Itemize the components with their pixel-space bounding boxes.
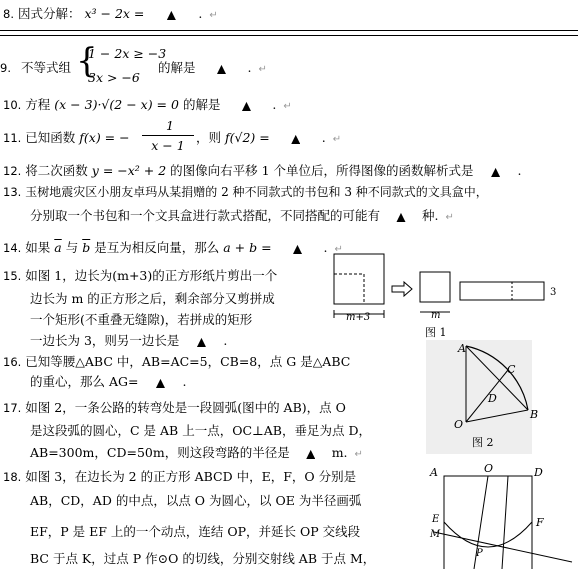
question-17 [3,398,346,416]
question-number: 15. [3,269,22,283]
figure-1 [328,248,578,340]
question-text: 与 [65,240,79,255]
answer-blank: ▲ [242,99,251,112]
answer-blank: ▲ [156,376,165,389]
rectangle [460,282,544,300]
question-14 [3,238,343,256]
square-abcd [444,476,532,569]
page-break-line [0,30,578,31]
question-16-line-2 [30,372,186,390]
answer-blank: ▲ [197,335,206,348]
question-text: 是这段弧的圆心，C 是 AB 上一点，OC⊥AB，垂足为点 D， [30,423,371,438]
answer-blank: ▲ [167,8,176,21]
math-expression: x³ − 2x = [84,6,145,21]
question-text: AB=300m，CD=50m，则这段弯路的半径是 [30,445,290,460]
question-9-tail [158,58,267,76]
question-text: 方程 [25,97,51,112]
label-d: D [488,392,497,405]
question-text: ，则 [196,130,222,145]
question-11 [3,128,130,146]
math-expression: f(√2) = [225,130,270,145]
question-text: 将二次函数 [25,163,88,178]
end-mark: . [321,130,326,145]
question-text: 如图 1，边长为(m+3)的正方形纸片剪出一个 [25,268,278,283]
label-m: M [430,529,441,540]
fraction-denominator: x − 1 [151,138,185,153]
question-text: 玉树地震灾区小朋友卓玛从某捐赠的 2 种不同款式的书包和 3 种不同款式的文具盒中， [25,185,488,199]
question-text: 分别取一个书包和一个文具盒进行款式搭配，不同搭配的可能有 [30,208,381,223]
label-p: P [476,548,483,559]
question-text: 不等式组 [20,60,71,75]
label-f: F [536,516,544,529]
question-13 [3,183,488,200]
question-text: 已知函数 [25,130,76,145]
label-c: C [507,363,516,376]
label-m-plus-3: m+3 [346,312,371,323]
answer-blank: ▲ [396,210,406,223]
question-text: AB，CD，AD 的中点，以点 O 为圆心，以 OE 为半径画弧 [30,493,362,508]
question-10 [3,95,292,113]
question-9 [0,58,71,76]
question-text: 已知等腰△ABC 中，AB=AC=5，CB=8，点 G 是△ABC [25,354,351,369]
end-mark: . [323,240,328,255]
question-11-tail [196,128,341,146]
question-text: 一边长为 3，则另一边长是 [30,333,180,348]
question-text: 如图 3，在边长为 2 的正方形 ABCD 中，E，F，O 分别是 [25,469,357,484]
question-text: 是互为相反向量，那么 [94,240,220,255]
question-text: 的图像向右平移 1 个单位后，所得图像的函数解析式是 [170,163,474,178]
small-square [420,272,450,302]
question-number: 9. [0,61,11,75]
question-number: 13. [3,185,22,199]
question-number: 12. [3,164,22,178]
math-expression: a + b = [223,240,272,255]
label-a: A [430,466,438,479]
question-8 [3,4,218,22]
figure-caption: 图 2 [472,436,494,449]
answer-blank: ▲ [217,62,226,75]
inequality-2: 3x > −6 [88,70,140,85]
answer-blank: ▲ [306,447,315,460]
question-text: 一个矩形(不重叠无缝隙)，若拼成的矩形 [30,312,253,327]
question-text: 边长为 m 的正方形之后，剩余部分又剪拼成 [30,291,275,306]
paragraph-mark: ↵ [445,212,454,223]
question-text: 的重心，那么 AG= [30,374,139,389]
question-number: 8. [3,7,14,21]
question-18 [3,467,356,485]
question-text: 如果 [25,240,51,255]
question-text: 的解是 [182,97,221,112]
end-mark: . [517,163,522,178]
cut-square [334,274,364,304]
question-number: 11. [3,131,22,145]
figure-2 [424,338,539,456]
system-brace: { [76,41,98,81]
question-17-line-3 [30,443,363,461]
question-text: BC 于点 K，过点 P 作⊙O 的切线，分别交射线 AB 于点 M， [30,551,376,566]
figure-3 [424,462,574,569]
end-mark: . [182,374,187,389]
label-m: m [431,310,441,321]
question-15-line-4 [30,331,227,349]
fraction-numerator: 1 [166,118,174,133]
question-number: 17. [3,401,22,415]
end-mark: . [247,60,252,75]
label-o: O [454,418,464,431]
answer-blank: ▲ [291,132,300,145]
question-12 [3,161,522,179]
math-expression: f(x) = − [79,130,130,145]
end-mark: . [272,97,277,112]
end-mark: . [198,6,203,21]
paragraph-mark: ↵ [209,10,218,21]
question-text: 的解是 [158,60,196,75]
label-e: E [432,514,440,525]
math-expression: y = −x² + 2 [91,163,167,178]
end-mark: . [223,333,228,348]
question-number: 10. [3,98,22,112]
question-16 [3,352,350,370]
answer-blank: ▲ [293,242,302,255]
question-text: 因式分解： [17,6,81,21]
figure-caption: 图 1 [425,326,447,339]
paragraph-mark: ↵ [354,449,363,460]
question-number: 18. [3,470,22,484]
paragraph-mark: ↵ [283,101,292,112]
label-a: A [458,342,466,355]
vector-a: $\overline{a}$ [54,240,62,255]
question-13-line-2 [30,206,454,224]
question-text: EF，P 是 EF 上的一个动点，连结 OP，并延长 OP 交线段 [30,524,361,539]
label-3: 3 [550,287,557,298]
question-15 [3,266,277,284]
question-number: 14. [3,241,22,255]
big-square [334,254,384,304]
end-mark: m. [331,445,348,460]
question-text: 如图 2，一条公路的转弯处是一段圆弧(图中的 AB)，点 O [25,400,346,415]
answer-blank: ▲ [491,165,500,178]
label-b: B [530,408,539,421]
math-expression: (x − 3)·√(2 − x) = 0 [54,97,179,112]
end-mark: 种. [421,208,439,223]
label-d: D [534,466,543,479]
label-o: O [484,462,494,475]
paragraph-mark: ↵ [258,64,267,75]
inequality-1: 1 − 2x ≥ −3 [88,46,167,61]
paragraph-mark: ↵ [334,244,343,255]
fraction-bar [142,135,194,136]
page-break-line [0,35,578,36]
paragraph-mark: ↵ [332,134,342,145]
vector-b: $\overline{b}$ [82,240,91,255]
arrow-right-icon [392,282,412,296]
question-number: 16. [3,355,22,369]
